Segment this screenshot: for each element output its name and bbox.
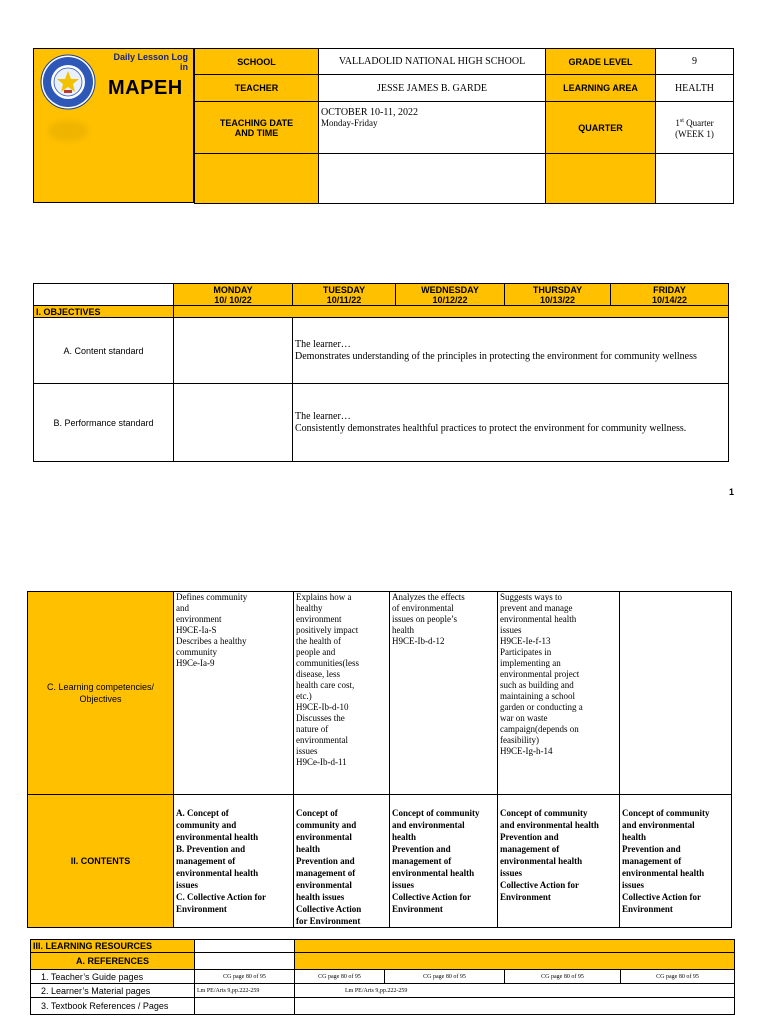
blank-cell — [656, 154, 734, 204]
quarter-num: 1 — [675, 117, 680, 128]
day-date: 10/11/22 — [326, 294, 362, 305]
school-value: VALLADOLID NATIONAL HIGH SCHOOL — [319, 49, 546, 75]
content-monday: A. Concept of community and environmental health B. Prevention and management of environmental health issues C. Collective Action for Environment — [174, 795, 294, 928]
tg-monday: CG page 80 of 95 — [195, 970, 295, 984]
objectives-band — [174, 306, 729, 318]
day-header — [611, 284, 729, 306]
competency-friday — [620, 592, 732, 795]
smudge — [48, 121, 88, 141]
area-value: HEALTH — [656, 75, 734, 102]
tg-tuesday: CG page 80 of 95 — [295, 970, 385, 984]
day-date: 10/14/22 — [651, 294, 688, 305]
day-header — [505, 284, 611, 306]
competency-wednesday: Analyzes the effects of environmental issues on people’s health H9CE-Ib-d-12 — [390, 592, 498, 795]
content-friday: Concept of community and environmental health Prevention and management of environmental health issues Collective Action for Environment — [620, 795, 732, 928]
date-value — [319, 102, 546, 154]
content-tuesday: Concept of community and environmental health Prevention and management of environmental health issues Collective Action for Environment — [294, 795, 390, 928]
content-thursday: Concept of community and environmental health Prevention and management of environmental health issues Collective Action for Environment — [498, 795, 620, 928]
log-title: Daily Lesson Log in — [113, 52, 188, 72]
day-date: 10/13/22 — [539, 294, 576, 305]
quarter-value — [656, 102, 734, 154]
blank-cell — [295, 998, 735, 1015]
textbook-label: 3. Textbook References / Pages — [31, 998, 195, 1015]
contents-label: II. CONTENTS — [28, 795, 174, 928]
blank-cell — [174, 384, 293, 462]
resources-band — [295, 940, 735, 953]
resources-table — [30, 939, 735, 1015]
header-table — [194, 48, 734, 204]
quarter-label: QUARTER — [546, 102, 656, 154]
day-date: 10/ 10/22 — [214, 294, 252, 305]
lm-monday: Lm PE/Arts 9,pp.222-259 — [195, 984, 295, 998]
grade-label: GRADE LEVEL — [546, 49, 656, 75]
references-band — [295, 953, 735, 970]
lm-rest: Lm PE/Arts 9,pp.222-259 — [295, 984, 735, 998]
objectives-table — [33, 283, 729, 462]
tg-thursday: CG page 80 of 95 — [505, 970, 621, 984]
teacher-label: TEACHER — [195, 75, 319, 102]
time-text: Monday-Friday — [321, 118, 378, 128]
day-name: WEDNESDAY — [421, 284, 479, 295]
day-name: MONDAY — [213, 284, 253, 295]
tg-friday: CG page 80 of 95 — [621, 970, 735, 984]
blank-cell — [195, 998, 295, 1015]
resources-heading: III. LEARNING RESOURCES — [31, 940, 195, 953]
grade-value: 9 — [656, 49, 734, 75]
content-standard-label: A. Content standard — [34, 318, 174, 384]
school-label: SCHOOL — [195, 49, 319, 75]
day-name: FRIDAY — [653, 284, 686, 295]
quarter-week: (WEEK 1) — [675, 128, 714, 139]
tg-wednesday: CG page 80 of 95 — [385, 970, 505, 984]
content-standard-text: The learner… Demonstrates understanding of the principles in protecting the environment for community wellness — [293, 318, 729, 384]
subject-title: MAPEH — [108, 77, 183, 99]
day-header — [396, 284, 505, 306]
blank-cell — [195, 940, 295, 953]
blank-cell — [546, 154, 656, 204]
corner-cell — [34, 284, 174, 306]
day-header — [174, 284, 293, 306]
competency-tuesday: Explains how a healthy environment positively impact the health of people and communities(less disease, less health care cost, etc.) H9CE-Ib-d-10 Discusses the nature of environmental issues H9Ce-Ib-d-11 — [294, 592, 390, 795]
date-text: OCTOBER 10-11, 2022 — [321, 107, 418, 118]
competencies-label: C. Learning competencies/ Objectives — [28, 592, 174, 795]
day-name: TUESDAY — [322, 284, 366, 295]
page-number: 1 — [729, 487, 735, 497]
deped-seal-icon — [40, 54, 96, 110]
quarter-sup: st — [679, 117, 684, 124]
quarter-word: Quarter — [683, 117, 714, 128]
learners-material-label: 2. Learner’s Material pages — [31, 984, 195, 998]
teacher-value: JESSE JAMES B. GARDE — [319, 75, 546, 102]
day-header — [293, 284, 396, 306]
competency-monday: Defines community and environment H9CE-Ia-S Describes a healthy community H9Ce-Ia-9 — [174, 592, 294, 795]
blank-cell — [319, 154, 546, 204]
blank-cell — [195, 154, 319, 204]
teachers-guide-label: 1. Teacher’s Guide pages — [31, 970, 195, 984]
blank-cell — [174, 318, 293, 384]
performance-standard-label: B. Performance standard — [34, 384, 174, 462]
competency-thursday: Suggests ways to prevent and manage environmental health issues H9CE-Ie-f-13 Participates in implementing an environmental project such as building and maintaining a school garden or conducting a war on waste campaign(depends on feasibility) H9CE-Ig-h-14 — [498, 592, 620, 795]
day-date: 10/12/22 — [432, 294, 468, 305]
date-label: TEACHING DATE AND TIME — [195, 102, 319, 154]
performance-standard-text: The learner… Consistently demonstrates healthful practices to protect the environment for community wellness. — [293, 384, 729, 462]
area-label: LEARNING AREA — [546, 75, 656, 102]
references-label: A. REFERENCES — [31, 953, 195, 970]
day-name: THURSDAY — [532, 284, 583, 295]
content-wednesday: Concept of community and environmental health Prevention and management of environmental health issues Collective Action for Environment — [390, 795, 498, 928]
header-banner — [33, 48, 194, 203]
objectives-heading: I. OBJECTIVES — [34, 306, 174, 318]
competencies-table — [27, 591, 732, 928]
blank-cell — [195, 953, 295, 970]
